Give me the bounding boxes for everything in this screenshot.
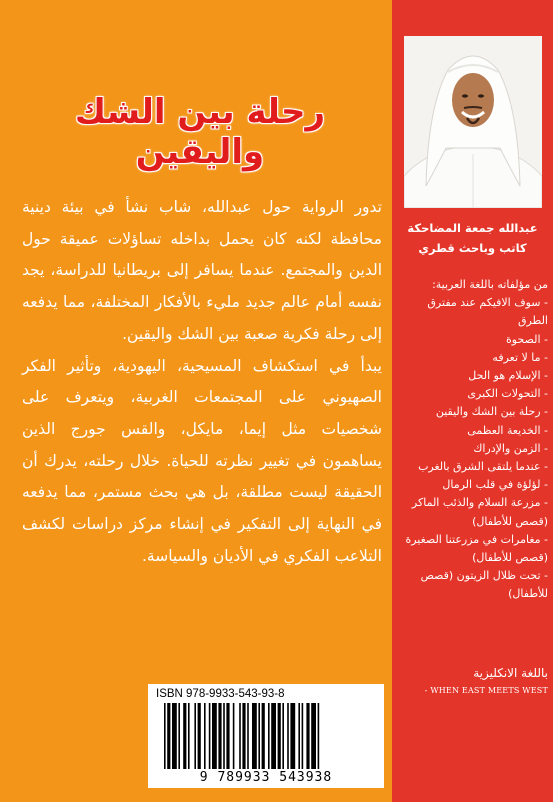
works-item: - الخديعة العظمى — [467, 423, 548, 437]
works-item: - سوف الافيكم عند مفترق الطرق — [427, 296, 548, 328]
works-items — [394, 294, 548, 603]
synopsis-paragraph-2: يبدأ في استكشاف المسيحية، اليهودية، وتأثير الفكر الصهيوني على المجتمعات الغربية، ويتعرف على شخصيات مثل إيما، مايكل، والقس جورج الذين يساهمون في تغيير نظرته للحياة. خلال رحلته، يدرك أن الحقيقة ليست مطلقة، بل هي بحث مستمر، مما يدفعه في النهاية إلى التفكير في إنشاء مركز دراسات لكشف التلاعب الفكري في الأديان والسياسة. — [22, 356, 382, 565]
author-info — [392, 218, 553, 258]
works-item: - التحولات الكبرى — [467, 387, 548, 401]
works-item: - مزرعة السلام والذئب الماكر (قصص للأطفال) — [411, 496, 548, 528]
works-item: - مغامرات في مزرعتنا الصغيرة (قصص للأطفال) — [405, 532, 548, 565]
works-item: - لؤلؤة في قلب الرمال — [442, 478, 548, 492]
author-portrait-icon — [404, 36, 542, 208]
book-title: رحلة بين الشك واليقين — [74, 92, 326, 172]
synopsis-paragraph-1: تدور الرواية حول عبدالله، شاب نشأ في بيئة دينية محافظة لكنه كان يحمل بداخله تساؤلات عميقة حول الدين والمجتمع. عندما يسافر إلى بريطانيا للدراسة، يجد نفسه أمام عالم جديد مليء بالأفكار المختلفة، مما يدفعه إلى رحلة فكرية صعبة بين الشك واليقين. — [22, 198, 382, 343]
isbn-label: ISBN 978-9933-543-93-8 — [156, 688, 285, 700]
works-heading: من مؤلفاته باللغة العربية: — [432, 278, 548, 291]
works-item: - عندما يلتقى الشرق بالغرب — [418, 460, 548, 474]
works-item: - ما لا تعرفه — [492, 350, 548, 364]
english-works-heading: باللغة الانكليزية — [473, 666, 548, 680]
english-work-title: - WHEN EAST MEETS WEST — [424, 686, 548, 695]
author-photo — [404, 36, 542, 208]
works-list — [394, 276, 548, 604]
barcode-panel — [148, 684, 384, 788]
works-item: - الصحوة — [506, 332, 548, 346]
works-item: - الزمن والإدراك — [473, 441, 548, 455]
works-item: - رحلة بين الشك واليقين — [435, 405, 548, 419]
synopsis — [22, 192, 382, 572]
works-item: - تحت ظلال الزيتون (قصص للأطفال) — [420, 569, 548, 601]
author-role: كاتب وباحث قطري — [418, 241, 527, 255]
author-name: عبدالله جمعة المضاحكة — [407, 221, 538, 235]
ean13-barcode-icon — [162, 703, 374, 769]
works-item: - الإسلام هو الحل — [468, 369, 548, 383]
barcode-number: 9 789933 543938 — [199, 770, 333, 785]
